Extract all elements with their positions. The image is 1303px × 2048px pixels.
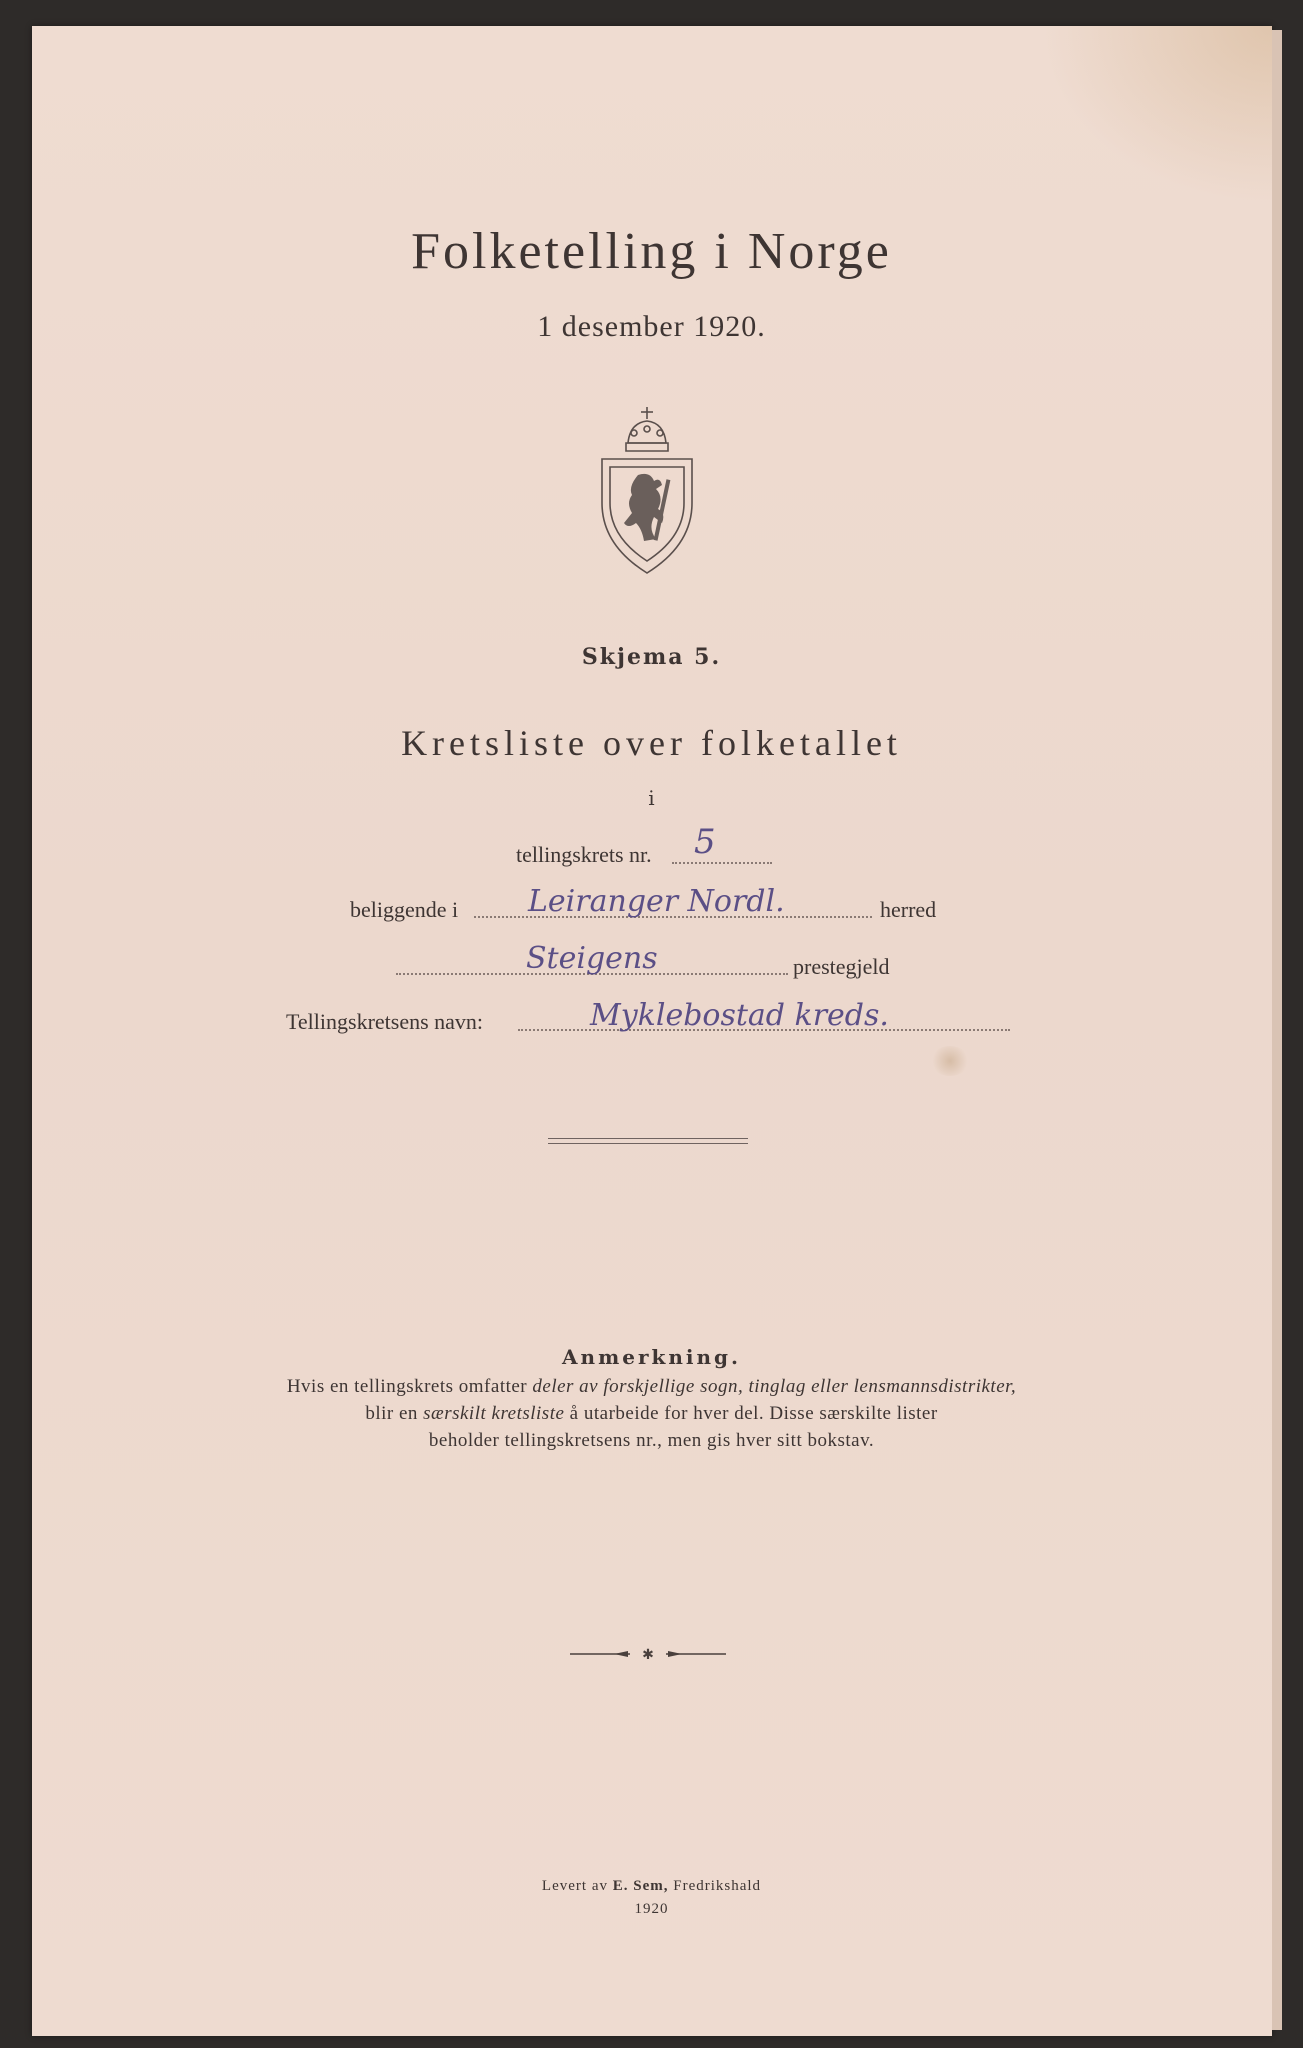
krets-label: tellingskrets nr. [516,842,652,867]
schema-number: Skjema 5. [581,644,722,670]
printer-year: 1920 [634,1901,669,1917]
krets-value: 5 [694,822,716,862]
note-line-2-text-b: å utarbeide for hver del. Disse særskilte lister [564,1403,938,1424]
divider-star-ornament-icon [568,1646,728,1662]
paper-stain [930,1046,970,1076]
printer-name: E. Sem, [612,1878,669,1894]
note-line-2-emphasis: særskilt kretsliste [423,1403,565,1424]
beliggende-label: beliggende i [350,897,459,922]
note-line-1-text: Hvis en tellingskrets omfatter [286,1376,533,1397]
note-line-2-text-a: blir en [365,1403,424,1424]
heading-connector: i [648,786,655,810]
herred-value: Leiranger Nordl. [528,884,785,919]
form-heading: Kretsliste over folketallet [401,723,902,763]
krets-field[interactable] [672,842,772,864]
navn-value: Myklebostad kreds. [590,998,889,1033]
note-line-1-emphasis: deler av forskjellige sogn, tinglag eller lensmannsdistrikter, [532,1376,1017,1397]
section-divider [548,1138,748,1144]
note-heading: Anmerkning. [562,1345,741,1369]
printer-prefix: Levert av [541,1878,613,1894]
note-line-1 [0,1376,1303,1398]
note-line-3: beholder tellingskretsens nr., men gis hver sitt bokstav. [428,1430,875,1451]
prestegjeld-value: Steigens [526,941,658,976]
svg-text:✱: ✱ [642,1647,654,1662]
prestegjeld-label: prestegjeld [793,954,890,979]
printer-line [0,1878,1303,1895]
norwegian-coat-of-arms-icon [598,405,696,577]
note-line-2 [0,1403,1303,1425]
herred-label: herred [880,897,937,922]
navn-label: Tellingskretsens navn: [286,1009,484,1034]
printer-place: Fredrikshald [668,1878,762,1894]
document-title: Folketelling i Norge [411,223,892,280]
document-date: 1 desember 1920. [537,310,766,343]
